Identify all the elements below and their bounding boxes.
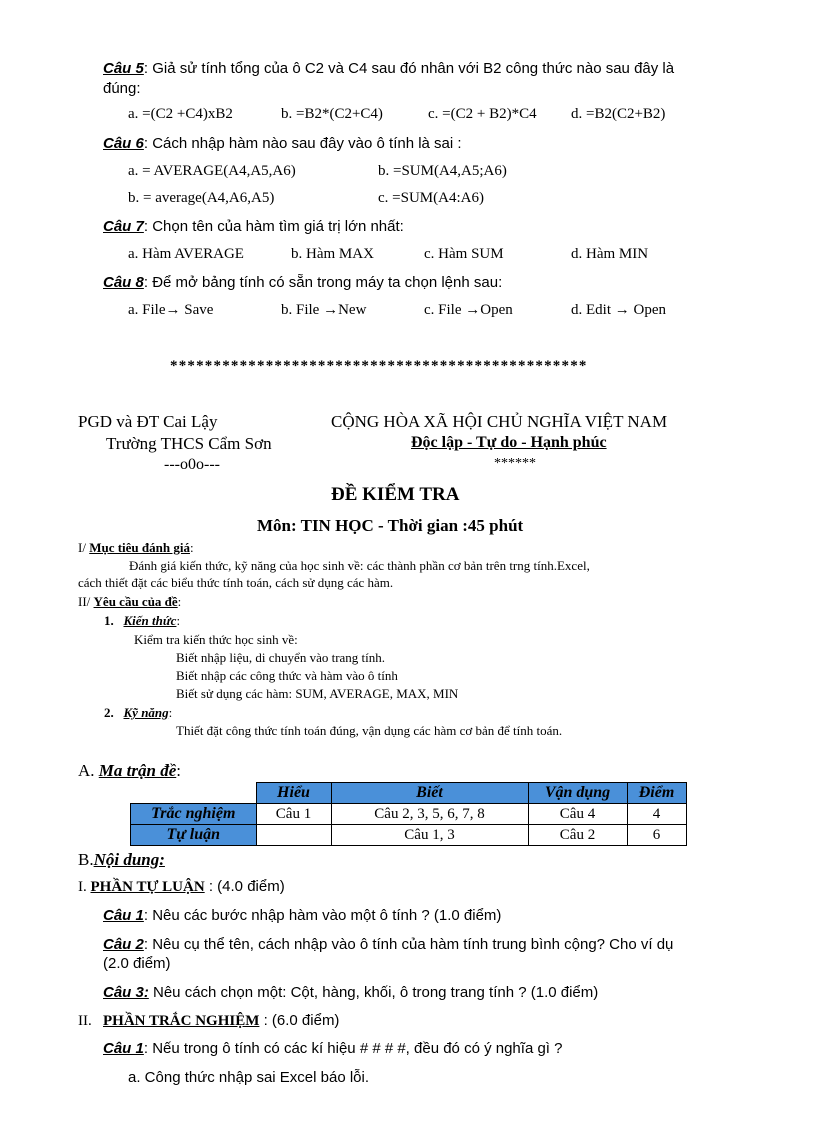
sec1-line2: cách thiết đặt các biểu thức tính toán, cách sử dụng các hàm. [78,575,394,590]
q8-option-c: c. File →Open [424,302,513,318]
q8-label: Câu 8 [103,274,144,291]
matrix-header-diem: Điểm [627,783,686,804]
part1-q1-label: Câu 1 [103,907,144,924]
separator: ************************************************ [170,358,588,374]
q8-option-a: a. File→ Save [128,302,214,318]
part1-q2-line2: (2.0 điểm) [103,955,171,972]
matrix-row-name: Tự luận [131,825,257,846]
content-prefix: B. [78,850,94,869]
q6-option-1: a. = AVERAGE(A4,A5,A6) [128,163,296,179]
part2-q1-option-a: a. Công thức nhập sai Excel báo lỗi. [128,1069,370,1086]
matrix-header-row [131,783,687,804]
matrix-table [130,782,687,846]
q6-option-3: b. = average(A4,A6,A5) [128,190,275,206]
header-left-1: PGD và ĐT Cai Lậy [78,412,218,431]
matrix-row [131,804,687,825]
sec1-title: Mục tiêu đánh giá [89,540,190,555]
q6-text: : Cách nhập hàm nào sau đây vào ô tính là sai : [143,135,462,152]
part1-q2-text: : Nêu cụ thể tên, cách nhập vào ô tính của hàm tính trung bình cộng? Cho ví dụ [143,936,674,953]
sec1-line1: Đánh giá kiến thức, kỹ năng của học sinh về: các thành phần cơ bản trên trng tính.Excel, [129,558,590,573]
page-title: ĐỀ KIỂM TRA [331,484,460,505]
q6-option-4: c. =SUM(A4:A6) [378,190,484,206]
content-title: Nội dung: [93,850,165,869]
matrix-cell [256,825,331,846]
sec2-knowledge-heading: 1. Kiến thức: [104,613,181,628]
q5-option-c: c. =(C2 + B2)*C4 [428,106,537,122]
matrix-prefix: A. [78,761,99,780]
header-left-3: ---o0o--- [164,456,220,473]
sec2-skill-line: Thiết đặt công thức tính toán đúng, vận dụng các hàm cơ bản để tính toán. [176,723,563,738]
part1-q2 [103,936,673,953]
sec2-title: Yêu cầu của đề [93,594,178,609]
header-left-2: Trường THCS Cẩm Sơn [106,434,272,453]
q6-line [103,135,462,152]
part2-title: PHẦN TRẮC NGHIỆM [103,1013,260,1029]
matrix-cell: Câu 2 [528,825,627,846]
part1-title: PHẦN TỰ LUẬN [90,879,205,895]
q6-label: Câu 6 [103,135,144,152]
matrix-header-vandung: Vận dụng [528,783,627,804]
q7-option-b: b. Hàm MAX [291,246,374,262]
sec2-knowledge-num: 1. [104,613,114,628]
matrix-cell: Câu 4 [528,804,627,825]
sec2-knowledge-item-1: Biết nhập liệu, di chuyển vào trang tính. [176,650,386,665]
sec1-num: I/ [78,540,90,555]
matrix-cell: 4 [627,804,686,825]
sec1-colon: : [189,540,194,555]
part1-q3-text: Nêu cách chọn một: Cột, hàng, khối, ô trong trang tính ? (1.0 điểm) [148,984,599,1001]
q7-option-a: a. Hàm AVERAGE [128,246,244,262]
q5-label: Câu 5 [103,60,144,77]
header-right-3: ****** [494,456,536,471]
part1-q2-label: Câu 2 [103,936,144,953]
part2-q1-label: Câu 1 [103,1040,144,1057]
q8-text: : Để mở bảng tính có sẵn trong máy ta chọn lệnh sau: [143,274,503,291]
sec2-knowledge-label: Kiến thức [123,613,177,628]
q5-text: : Giả sử tính tổng của ô C2 và C4 sau đó nhân với B2 công thức nào sau đây là [143,60,675,77]
part1-heading [78,878,285,896]
sec2-knowledge-item-3: Biết sử dụng các hàm: SUM, AVERAGE, MAX, MIN [176,686,459,701]
q6-option-2: b. =SUM(A4,A5;A6) [378,163,507,179]
q7-line [103,218,404,235]
content-heading [78,850,165,870]
part1-num: I. [78,879,87,895]
matrix-row [131,825,687,846]
sec1-heading [78,540,194,556]
part2-heading [78,1012,339,1030]
part1-q3 [103,984,598,1001]
part1-q3-label: Câu 3: [103,984,149,1001]
matrix-cell: 6 [627,825,686,846]
q5-line1 [103,60,674,77]
part2-points: : (6.0 điểm) [259,1012,340,1029]
matrix-corner [131,783,257,804]
header-right-1: CỘNG HÒA XÃ HỘI CHỦ NGHĨA VIỆT NAM [331,412,668,431]
matrix-row-name: Trắc nghiệm [131,804,257,825]
sec2-knowledge-item-2: Biết nhập các công thức và hàm vào ô tính [176,668,398,683]
part1-points: : (4.0 điểm) [204,878,285,895]
q7-text: : Chọn tên của hàm tìm giá trị lớn nhất: [143,218,404,235]
matrix-cell: Câu 1 [256,804,331,825]
part2-q1-text: : Nếu trong ô tính có các kí hiệu # # # #, đều đó có ý nghĩa gì ? [143,1040,563,1057]
matrix-cell: Câu 2, 3, 5, 6, 7, 8 [331,804,528,825]
header-right-2: Độc lập - Tự do - Hạnh phúc [411,434,607,451]
part2-q1 [103,1040,562,1057]
part1-q1-text: : Nêu các bước nhập hàm vào một ô tính ? (1.0 điểm) [143,907,502,924]
sec2-colon: : [177,594,182,609]
q5-option-b: b. =B2*(C2+C4) [281,106,383,122]
q7-option-c: c. Hàm SUM [424,246,504,262]
matrix-heading [78,761,181,781]
q5-option-d: d. =B2(C2+B2) [571,106,666,122]
sec2-knowledge-line: Kiểm tra kiến thức học sinh về: [134,632,298,647]
matrix-header-hieu: Hiểu [256,783,331,804]
sec2-skill-heading: 2. Kỹ năng: [104,705,173,720]
q7-label: Câu 7 [103,218,144,235]
q8-option-d: d. Edit → Open [571,302,666,318]
page-subtitle: Môn: TIN HỌC - Thời gian :45 phút [257,516,524,535]
sec2-heading [78,594,181,610]
sec2-skill-num: 2. [104,705,114,720]
q5-option-a: a. =(C2 +C4)xB2 [128,106,233,122]
sec2-num: II/ [78,594,94,609]
matrix-cell: Câu 1, 3 [331,825,528,846]
part2-num: II. [78,1013,92,1029]
q7-option-d: d. Hàm MIN [571,246,649,262]
q8-line [103,274,502,291]
sec2-skill-label: Kỹ năng [123,705,169,720]
q8-option-b: b. File →New [281,302,367,318]
matrix-title: Ma trận đề [98,761,177,780]
matrix-colon: : [176,761,181,780]
matrix-header-biet: Biết [331,783,528,804]
q5-line2: đúng: [103,80,141,97]
part1-q1 [103,907,501,924]
